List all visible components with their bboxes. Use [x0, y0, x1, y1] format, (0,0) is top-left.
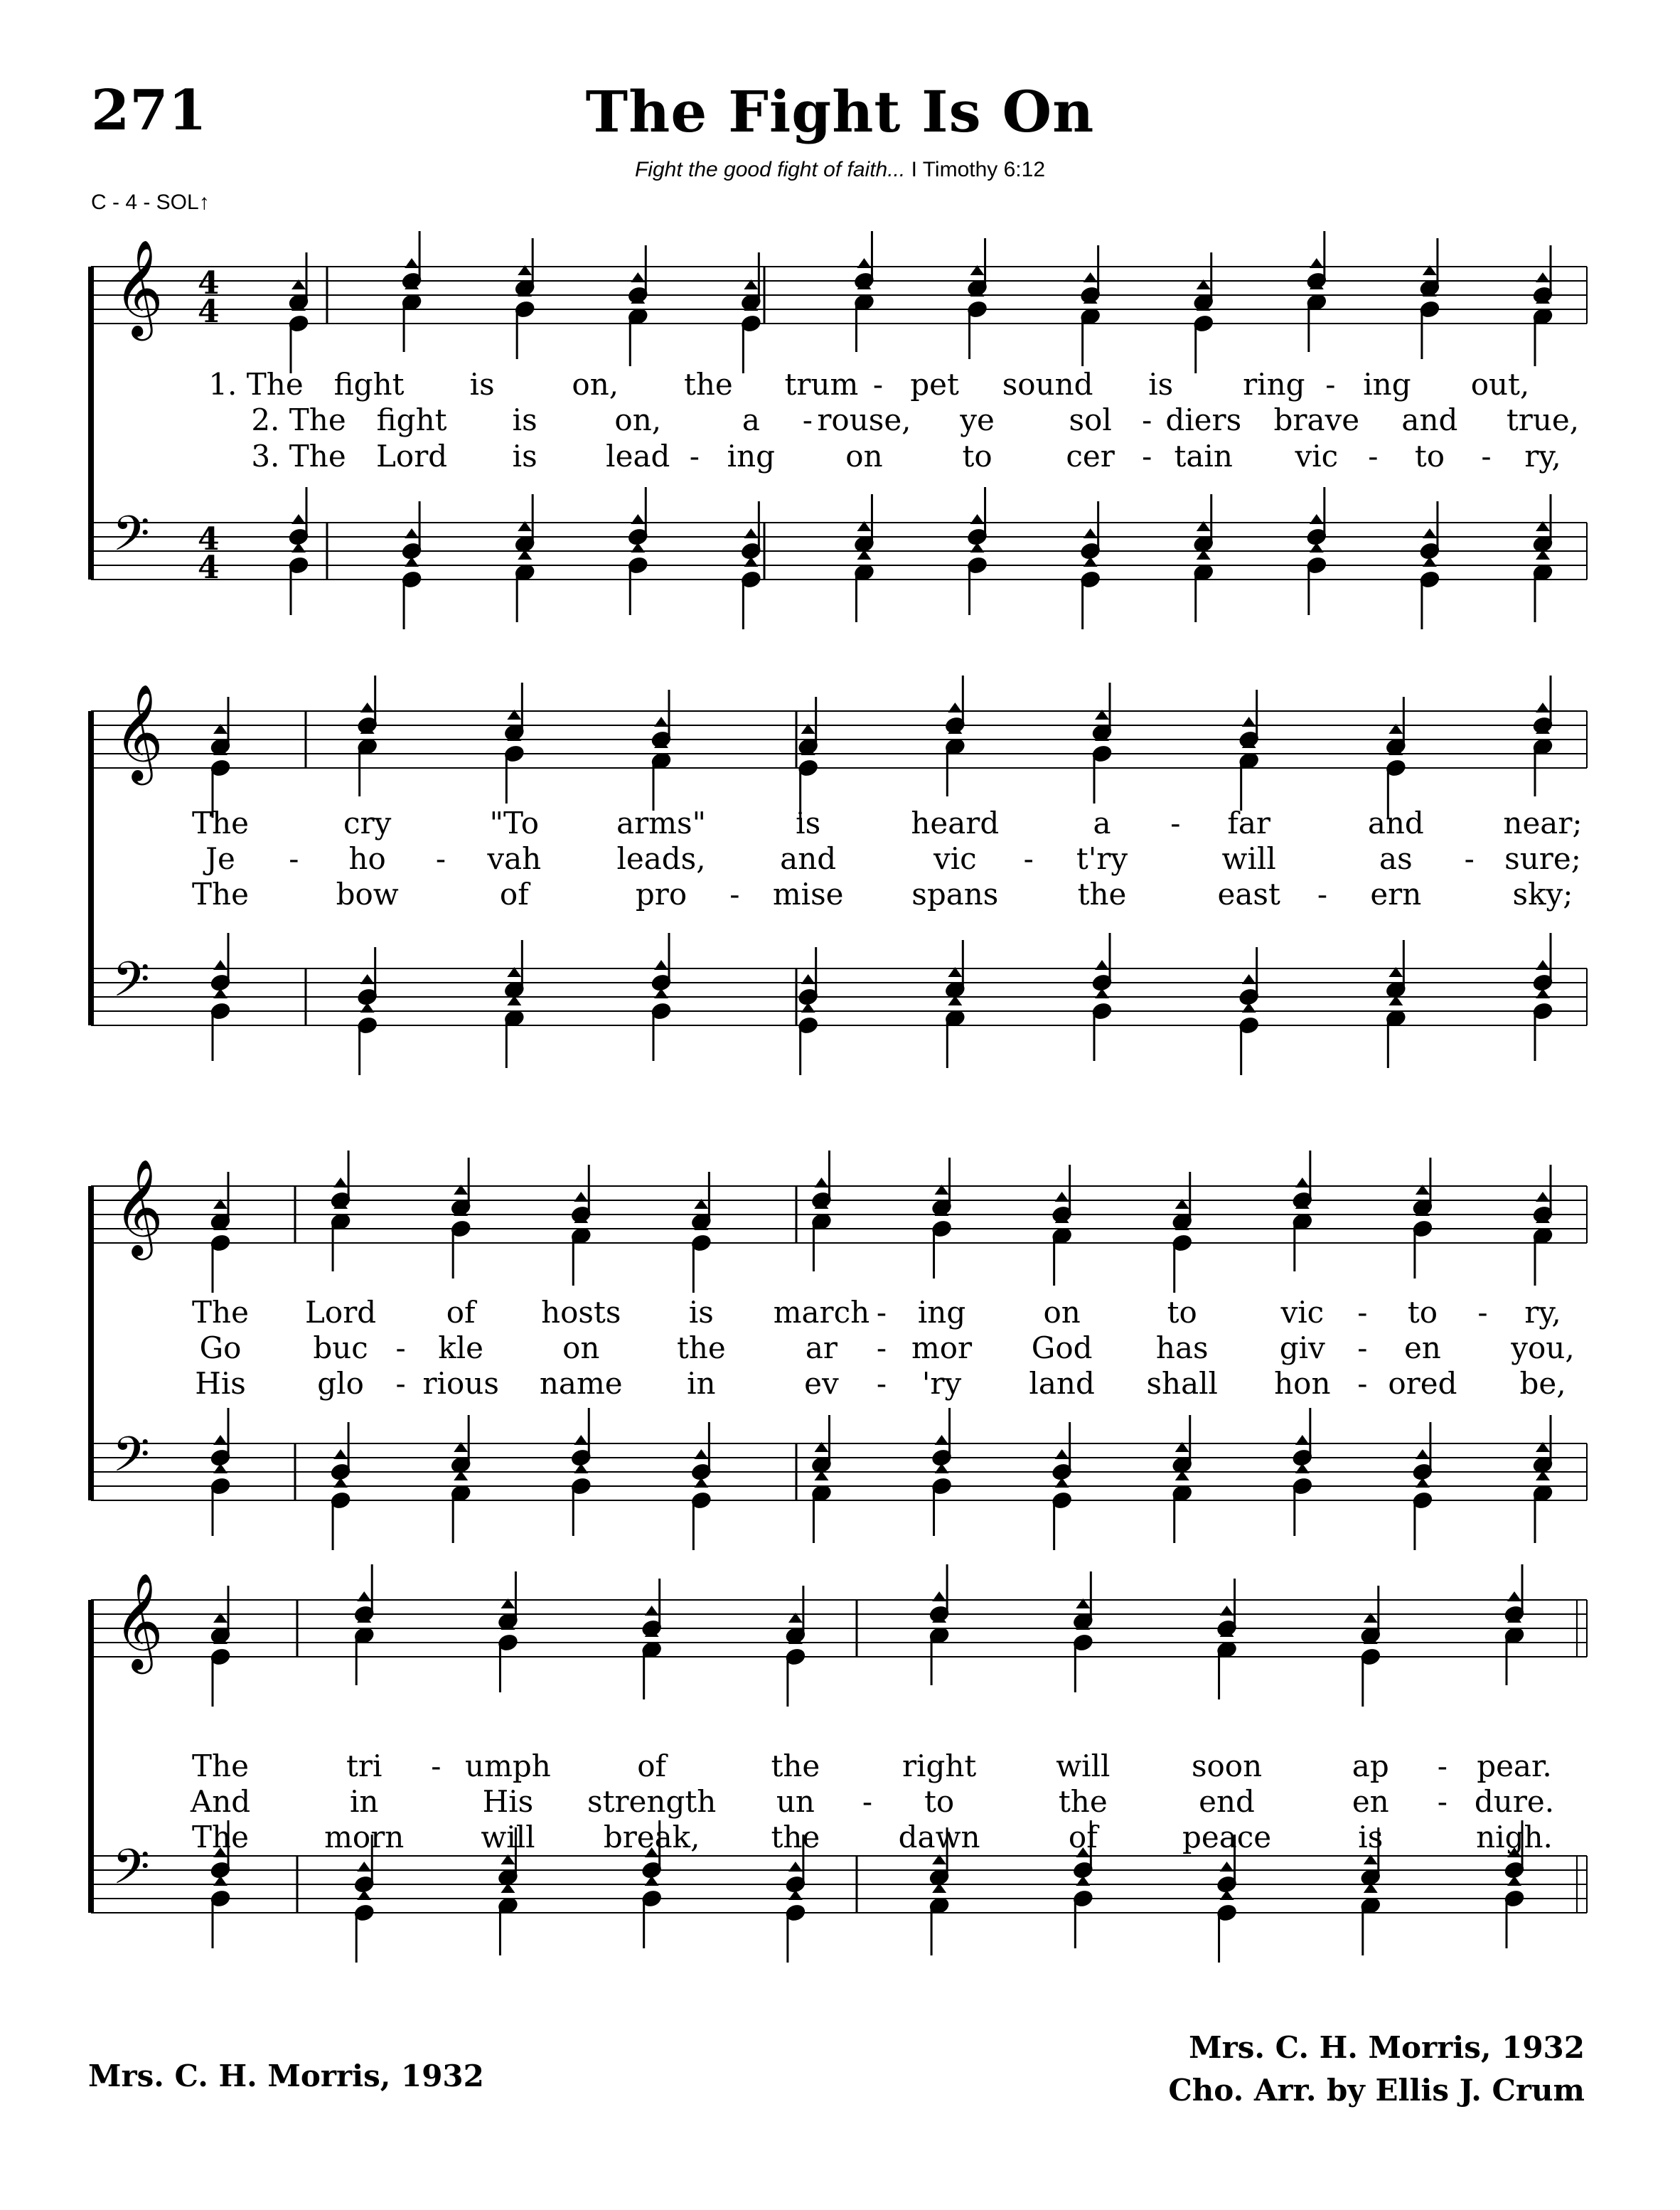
alto-note	[1533, 724, 1553, 796]
lyric-syllable: mor	[911, 1330, 973, 1365]
lyric-syllable: hosts	[541, 1295, 621, 1330]
lyric-syllable: ored	[1388, 1366, 1457, 1401]
lyric-syllable: be,	[1519, 1366, 1566, 1401]
lyric-syllable: glo	[317, 1366, 364, 1401]
alto-note	[357, 724, 378, 796]
tenor-note	[210, 933, 231, 992]
tenor-note	[571, 1408, 592, 1467]
credit-music	[1168, 2027, 1585, 2112]
lyric-syllable: ev	[804, 1366, 839, 1401]
lyric-syllable: on,	[572, 367, 619, 402]
bass-note	[515, 550, 535, 622]
lyric-syllable: break,	[603, 1820, 700, 1854]
bass-clef-icon: 𝄢	[112, 952, 150, 1020]
lyric-syllable: en	[1352, 1784, 1389, 1819]
credit-music-author: Mrs. C. H. Morris, 1932	[1189, 2030, 1585, 2065]
treble-staff	[91, 711, 1587, 768]
lyric-syllable: to	[962, 439, 993, 474]
alto-note	[1193, 301, 1214, 373]
bass-note	[1052, 1478, 1072, 1550]
lyric-syllable: t'ry	[1076, 841, 1128, 876]
alto-note	[289, 301, 309, 373]
lyric-syllable: ap	[1352, 1749, 1389, 1783]
lyric-hyphen: -	[872, 367, 884, 402]
alto-note	[641, 1627, 662, 1699]
bass-clef-icon: 𝄢	[112, 1840, 150, 1907]
lyric-syllable: fight	[333, 367, 405, 402]
lyric-syllable: kle	[438, 1330, 484, 1365]
lyric-syllable: a	[742, 402, 760, 437]
lyric-syllable: ry,	[1524, 439, 1561, 474]
lyric-syllable: and	[1367, 806, 1424, 840]
alto-note	[1292, 1199, 1312, 1271]
tenor-note	[504, 940, 525, 999]
bass-note	[741, 557, 761, 629]
lyric-hyphen: -	[862, 1784, 873, 1819]
lyric-syllable: mise	[772, 877, 844, 912]
lyric-syllable: tain	[1174, 439, 1233, 474]
lyric-syllable: the	[771, 1820, 820, 1854]
alto-note	[945, 724, 965, 796]
bass-note	[786, 1890, 806, 1963]
lyric-syllable: peace	[1182, 1820, 1272, 1854]
alto-note	[1052, 1213, 1072, 1286]
lyric-syllable: The	[192, 806, 249, 840]
lyric-hyphen: -	[1142, 439, 1152, 474]
bass-note	[1238, 1003, 1259, 1075]
lyric-syllable: vah	[487, 841, 542, 876]
lyric-syllable: vic	[1295, 439, 1339, 474]
lyric-hyphen: -	[876, 1366, 887, 1401]
lyric-syllable: east	[1217, 877, 1280, 912]
time-signature-top: 4	[198, 265, 220, 301]
lyric-syllable: trum	[784, 367, 859, 402]
lyric-syllable: ye	[960, 402, 995, 437]
lyric-syllable: giv	[1279, 1330, 1325, 1365]
lyric-syllable: sol	[1069, 402, 1112, 437]
hymn-title: The Fight Is On	[585, 78, 1095, 145]
lyric-hyphen: -	[1481, 439, 1492, 474]
lyric-syllable: vic	[1280, 1295, 1325, 1330]
bass-note	[929, 1883, 950, 1955]
lyric-hyphen: -	[1357, 1366, 1368, 1401]
tenor-note	[402, 501, 422, 560]
tenor-note	[1092, 933, 1113, 992]
tenor-note	[967, 487, 988, 546]
lyric-syllable: leads,	[616, 841, 706, 876]
lyric-syllable: pro	[635, 877, 687, 912]
lyric-syllable: arms"	[616, 806, 706, 840]
lyric-hyphen: -	[435, 841, 446, 876]
bass-note	[331, 1478, 351, 1550]
lyric-hyphen: -	[395, 1330, 406, 1365]
lyric-syllable: Lord	[305, 1295, 377, 1330]
tenor-note	[1533, 1415, 1553, 1474]
lyric-syllable: right	[901, 1749, 977, 1783]
lyric-syllable: strength	[587, 1784, 717, 1819]
lyric-syllable: end	[1199, 1784, 1255, 1819]
lyric-syllable: Go	[199, 1330, 242, 1365]
lyric-syllable: to	[924, 1784, 955, 1819]
lyric-syllable: lead	[606, 439, 670, 474]
lyric-syllable: is	[1358, 1820, 1384, 1854]
lyric-syllable: sound	[1002, 367, 1093, 402]
bass-note	[1360, 1883, 1381, 1955]
lyric-syllable: on	[562, 1330, 600, 1365]
lyric-syllable: true,	[1506, 402, 1580, 437]
lyric-syllable: and	[1401, 402, 1458, 437]
lyric-syllable: out,	[1470, 367, 1530, 402]
alto-note	[1533, 1213, 1553, 1286]
tenor-note	[811, 1415, 832, 1474]
lyric-hyphen: -	[431, 1749, 442, 1783]
alto-note	[929, 1613, 950, 1685]
treble-staff	[91, 267, 1587, 324]
alto-note	[691, 1220, 712, 1293]
tenor-note	[741, 501, 761, 560]
tenor-note	[210, 1408, 231, 1467]
bass-note	[811, 1470, 832, 1543]
tenor-note	[1052, 1422, 1072, 1481]
bass-staff	[91, 523, 1587, 580]
lyric-syllable: to	[1407, 1295, 1438, 1330]
bass-note	[1080, 557, 1101, 629]
lyric-syllable: dure.	[1474, 1784, 1555, 1819]
scripture-citation: I Timothy 6:12	[911, 158, 1046, 181]
treble-clef-icon: 𝄞	[114, 1571, 164, 1670]
lyric-syllable: tri	[346, 1749, 382, 1783]
bass-note	[1172, 1470, 1192, 1543]
lyric-hyphen: -	[802, 402, 813, 437]
lyric-syllable: pear.	[1477, 1749, 1552, 1783]
hymn-number: 271	[91, 78, 207, 143]
lyric-hyphen: -	[1170, 806, 1181, 840]
alto-note	[651, 738, 672, 811]
lyric-syllable: on	[845, 439, 883, 474]
lyric-syllable: far	[1227, 806, 1271, 840]
lyric-syllable: morn	[324, 1820, 405, 1854]
lyric-syllable: shall	[1146, 1366, 1218, 1401]
credit-words: Mrs. C. H. Morris, 1932	[88, 2059, 484, 2093]
lyric-syllable: on,	[614, 402, 662, 437]
bass-note	[504, 995, 525, 1068]
lyric-syllable: un	[776, 1784, 815, 1819]
lyric-syllable: has	[1155, 1330, 1209, 1365]
lyric-syllable: soon	[1191, 1749, 1263, 1783]
credit-music-arranger: Cho. Arr. by Ellis J. Crum	[1168, 2073, 1585, 2108]
lyric-syllable: land	[1029, 1366, 1095, 1401]
lyric-syllable: dawn	[898, 1820, 980, 1854]
tenor-note	[1420, 501, 1440, 560]
treble-clef-icon: 𝄞	[114, 1158, 164, 1256]
tenor-note	[1306, 487, 1327, 546]
bass-note	[854, 550, 874, 622]
bass-note	[354, 1890, 375, 1963]
lyric-syllable: bow	[336, 877, 399, 912]
lyric-hyphen: -	[289, 841, 299, 876]
lyric-syllable: will	[1221, 841, 1276, 876]
alto-note	[210, 1220, 231, 1293]
lyric-syllable: And	[190, 1784, 251, 1819]
lyric-syllable: nigh.	[1476, 1820, 1553, 1854]
lyric-syllable: cer	[1066, 439, 1115, 474]
lyric-syllable: 'ry	[921, 1366, 962, 1401]
lyric-syllable: God	[1031, 1330, 1093, 1365]
lyric-hyphen: -	[1357, 1295, 1368, 1330]
tenor-note	[357, 947, 378, 1006]
lyric-syllable: diers	[1165, 402, 1242, 437]
lyric-syllable: the	[683, 367, 733, 402]
tenor-note	[1080, 501, 1101, 560]
bass-note	[1420, 557, 1440, 629]
time-signature-bottom: 4	[198, 550, 220, 586]
treble-staff	[91, 1600, 1587, 1657]
bass-note	[1193, 550, 1214, 622]
alto-note	[1080, 294, 1101, 366]
tenor-note	[1292, 1408, 1312, 1467]
alto-note	[854, 279, 874, 352]
bass-note	[1216, 1890, 1237, 1963]
lyric-syllable: The	[192, 1820, 249, 1854]
alto-note	[1216, 1627, 1237, 1699]
alto-note	[354, 1613, 375, 1685]
lyric-syllable: The	[192, 1749, 249, 1783]
tenor-note	[1386, 940, 1406, 999]
lyric-hyphen: -	[1368, 439, 1379, 474]
lyric-syllable: is	[512, 439, 537, 474]
tenor-note	[1533, 494, 1553, 553]
lyric-syllable: The	[192, 877, 249, 912]
lyric-syllable: 2. The	[251, 402, 346, 437]
lyric-hyphen: -	[1437, 1749, 1448, 1783]
lyric-syllable: cry	[343, 806, 392, 840]
tenor-note	[451, 1415, 471, 1474]
lyric-syllable: of	[446, 1295, 476, 1330]
lyric-syllable: to	[1414, 439, 1445, 474]
alto-note	[571, 1213, 592, 1286]
alto-note	[628, 294, 648, 366]
lyric-syllable: will	[481, 1820, 535, 1854]
lyric-syllable: name	[539, 1366, 623, 1401]
treble-staff	[91, 1186, 1587, 1243]
alto-note	[402, 279, 422, 352]
lyric-syllable: a	[1093, 806, 1111, 840]
tenor-note	[691, 1422, 712, 1481]
lyric-syllable: spans	[911, 877, 999, 912]
tenor-note	[798, 947, 818, 1006]
lyric-syllable: The	[192, 1295, 249, 1330]
lyric-hyphen: -	[1142, 402, 1152, 437]
lyric-syllable: sky;	[1512, 877, 1573, 912]
bass-clef-icon: 𝄢	[112, 506, 150, 574]
alto-note	[331, 1199, 351, 1271]
lyric-hyphen: -	[1477, 1295, 1488, 1330]
lyric-syllable: the	[676, 1330, 726, 1365]
lyric-syllable: you,	[1511, 1330, 1575, 1365]
tenor-note	[945, 940, 965, 999]
lyric-hyphen: -	[1317, 877, 1328, 912]
tenor-note	[1413, 1422, 1433, 1481]
lyric-hyphen: -	[1357, 1330, 1368, 1365]
lyric-hyphen: -	[1023, 841, 1034, 876]
lyric-syllable: Lord	[376, 439, 448, 474]
lyric-syllable: and	[780, 841, 837, 876]
bass-note	[1413, 1478, 1433, 1550]
lyric-syllable: "To	[489, 806, 540, 840]
lyric-syllable: is	[469, 367, 495, 402]
lyric-hyphen: -	[1464, 841, 1475, 876]
tenor-note	[628, 487, 648, 546]
tenor-note	[289, 487, 309, 546]
bass-note	[691, 1478, 712, 1550]
time-signature-top: 4	[198, 521, 220, 557]
tenor-note	[651, 933, 672, 992]
lyric-syllable: ing	[727, 439, 776, 474]
lyric-syllable: ern	[1370, 877, 1422, 912]
lyric-syllable: the	[1077, 877, 1127, 912]
lyric-hyphen: -	[395, 1366, 406, 1401]
bass-note	[798, 1003, 818, 1075]
lyric-syllable: ing	[1363, 367, 1411, 402]
lyric-hyphen: -	[876, 1330, 887, 1365]
tenor-note	[1193, 494, 1214, 553]
tenor-note	[854, 494, 874, 553]
tenor-note	[515, 494, 535, 553]
lyric-syllable: hon	[1274, 1366, 1331, 1401]
lyric-syllable: is	[1148, 367, 1174, 402]
treble-clef-icon: 𝄞	[114, 683, 164, 781]
lyric-syllable: buc	[313, 1330, 368, 1365]
lyric-syllable: will	[1056, 1749, 1111, 1783]
alto-note	[741, 301, 761, 373]
lyric-syllable: as	[1379, 841, 1413, 876]
lyric-syllable: heard	[911, 806, 1000, 840]
lyric-hyphen: -	[729, 877, 740, 912]
lyric-hyphen: -	[1437, 1784, 1448, 1819]
tenor-note	[1533, 933, 1553, 992]
lyric-syllable: is	[688, 1295, 714, 1330]
lyric-syllable: ho	[348, 841, 386, 876]
lyric-hyphen: -	[689, 439, 700, 474]
alto-note	[210, 1634, 231, 1707]
bass-note	[1386, 995, 1406, 1068]
bass-note	[357, 1003, 378, 1075]
tenor-note	[1238, 947, 1259, 1006]
lyric-syllable: His	[195, 1366, 246, 1401]
treble-clef-icon: 𝄞	[114, 238, 164, 336]
lyric-syllable: on	[1043, 1295, 1081, 1330]
alto-note	[1533, 294, 1553, 366]
tenor-note	[931, 1408, 952, 1467]
lyric-syllable: the	[771, 1749, 820, 1783]
bass-clef-icon: 𝄢	[112, 1427, 150, 1495]
bass-note	[1533, 550, 1553, 622]
lyric-syllable: near;	[1503, 806, 1583, 840]
bass-staff	[91, 968, 1587, 1025]
lyric-syllable: rouse,	[817, 402, 911, 437]
lyric-syllable: of	[1068, 1820, 1098, 1854]
lyric-syllable: is	[512, 402, 537, 437]
bass-note	[1533, 1470, 1553, 1543]
lyric-hyphen: -	[1325, 367, 1336, 402]
lyric-syllable: ing	[917, 1295, 966, 1330]
lyric-syllable: in	[349, 1784, 379, 1819]
lyric-syllable: vic	[933, 841, 977, 876]
tenor-note	[1172, 1415, 1192, 1474]
lyric-syllable: Je	[205, 841, 235, 876]
lyric-syllable: of	[499, 877, 529, 912]
lyric-syllable: His	[482, 1784, 534, 1819]
bass-note	[402, 557, 422, 629]
bass-note	[498, 1883, 518, 1955]
bass-note	[945, 995, 965, 1068]
lyric-syllable: pet	[910, 367, 959, 402]
alto-note	[1306, 279, 1327, 352]
lyric-syllable: ar	[805, 1330, 838, 1365]
bass-staff	[91, 1443, 1587, 1500]
lyric-syllable: sure;	[1504, 841, 1581, 876]
lyric-syllable: is	[796, 806, 821, 840]
lyric-hyphen: -	[876, 1295, 887, 1330]
lyric-syllable: umph	[465, 1749, 551, 1783]
bass-note	[451, 1470, 471, 1543]
lyric-syllable: to	[1167, 1295, 1197, 1330]
lyric-syllable: in	[687, 1366, 716, 1401]
alto-note	[786, 1634, 806, 1707]
time-signature-bottom: 4	[198, 294, 220, 330]
lyric-syllable: ring	[1243, 367, 1305, 402]
alto-note	[1238, 738, 1259, 811]
key-info: C - 4 - SOL↑	[91, 191, 210, 214]
lyric-syllable: the	[1058, 1784, 1108, 1819]
lyric-syllable: fight	[376, 402, 447, 437]
lyric-syllable: of	[637, 1749, 667, 1783]
alto-note	[1504, 1613, 1525, 1685]
scripture-quote: Fight the good fight of faith...	[634, 158, 906, 181]
lyric-syllable: march	[773, 1295, 870, 1330]
tenor-note	[331, 1422, 351, 1481]
alto-note	[811, 1199, 832, 1271]
lyric-syllable: ry,	[1524, 1295, 1561, 1330]
lyric-syllable: 1. The	[208, 367, 304, 402]
lyric-syllable: brave	[1273, 402, 1360, 437]
lyric-syllable: 3. The	[251, 439, 346, 474]
lyric-syllable: en	[1403, 1330, 1441, 1365]
lyric-syllable: rious	[422, 1366, 499, 1401]
alto-note	[1172, 1220, 1192, 1293]
alto-note	[1360, 1634, 1381, 1707]
